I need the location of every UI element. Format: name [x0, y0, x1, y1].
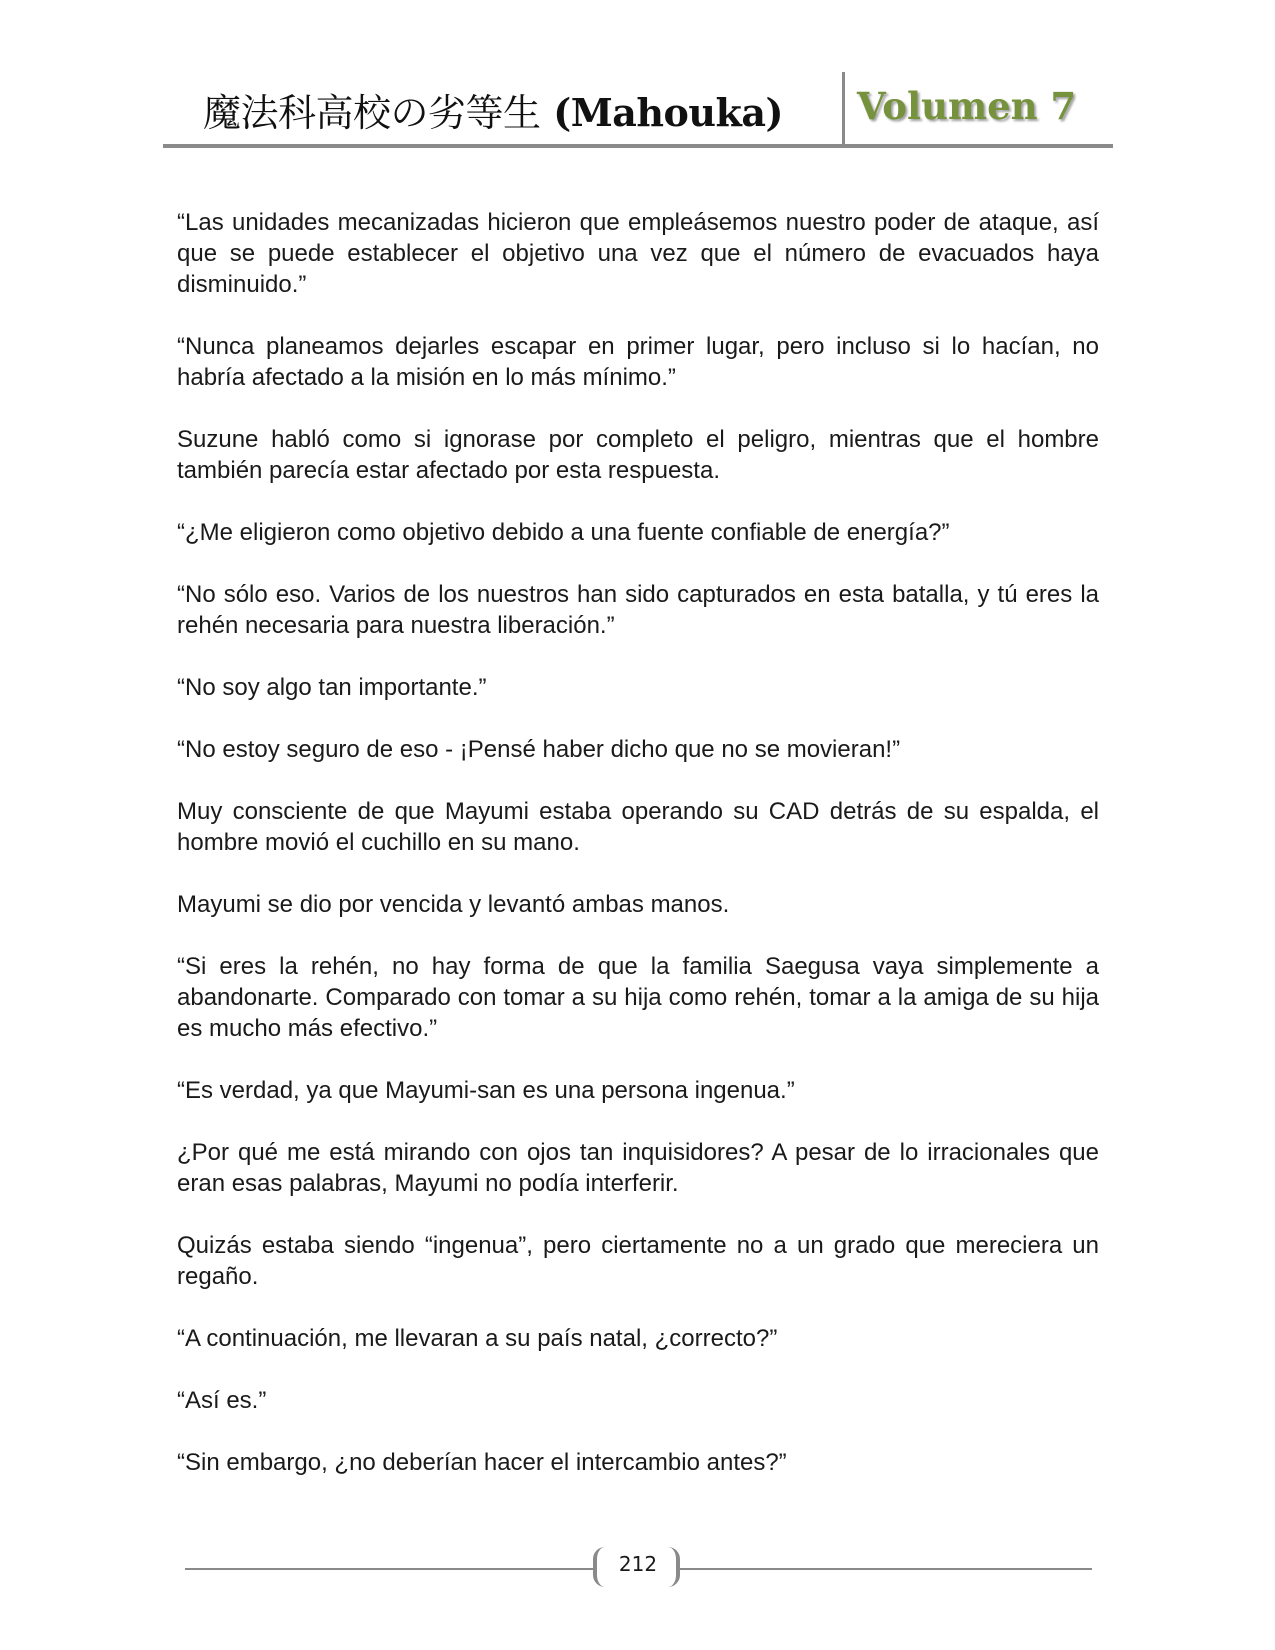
paragraph: “Si eres la rehén, no hay forma de que la familia Saegusa vaya simplemente a abandonarte. Comparado con tomar a su hija como rehén, tomar a la amiga de su hija es mucho más efectivo.” [177, 953, 1099, 1042]
paragraph: “No soy algo tan importante.” [177, 674, 487, 701]
body-text [177, 207, 1099, 1509]
paragraph: “¿Me eligieron como objetivo debido a una fuente confiable de energía?” [177, 519, 950, 546]
paragraph: “No sólo eso. Varios de los nuestros han sido capturados en esta batalla, y tú eres la rehén necesaria para nuestra liberación.” [177, 581, 1099, 639]
paragraph: “A continuación, me llevaran a su país natal, ¿correcto?” [177, 1325, 778, 1352]
footer-rule-left [185, 1568, 593, 1570]
paragraph: “Es verdad, ya que Mayumi-san es una persona ingenua.” [177, 1077, 795, 1104]
paragraph: Suzune habló como si ignorase por completo el peligro, mientras que el hombre también parecía estar afectado por esta respuesta. [177, 426, 1099, 484]
volume-label: Volumen 7 [857, 84, 1077, 128]
book-title-latin: (Mahouka) [540, 90, 783, 135]
footer-rule-right [680, 1568, 1092, 1570]
header-rule [163, 144, 1113, 148]
page-footer [0, 1540, 1275, 1590]
paragraph: ¿Por qué me está mirando con ojos tan inquisidores? A pesar de lo irracionales que eran esas palabras, Mayumi no podía interferir. [177, 1139, 1099, 1197]
page-header [0, 0, 1275, 160]
paragraph: “Sin embargo, ¿no deberían hacer el intercambio antes?” [177, 1449, 787, 1476]
paragraph: Muy consciente de que Mayumi estaba operando su CAD detrás de su espalda, el hombre movió el cuchillo en su mano. [177, 798, 1099, 856]
paragraph: “No estoy seguro de eso - ¡Pensé haber dicho que no se movieran!” [177, 736, 901, 763]
paragraph: Quizás estaba siendo “ingenua”, pero ciertamente no a un grado que mereciera un regaño. [177, 1232, 1099, 1290]
footer-bracket-right [666, 1547, 680, 1587]
book-title-japanese: 魔法科高校の劣等生 [203, 91, 541, 135]
paragraph: Mayumi se dio por vencida y levantó ambas manos. [177, 891, 730, 918]
header-divider [842, 72, 845, 145]
book-title [203, 82, 783, 137]
paragraph: “Las unidades mecanizadas hicieron que empleásemos nuestro poder de ataque, así que se puede establecer el objetivo una vez que el número de evacuados haya disminuido.” [177, 209, 1099, 298]
page-number: 212 [618, 1552, 658, 1576]
paragraph: “Así es.” [177, 1387, 267, 1414]
paragraph: “Nunca planeamos dejarles escapar en primer lugar, pero incluso si lo hacían, no habría afectado a la misión en lo más mínimo.” [177, 333, 1099, 391]
